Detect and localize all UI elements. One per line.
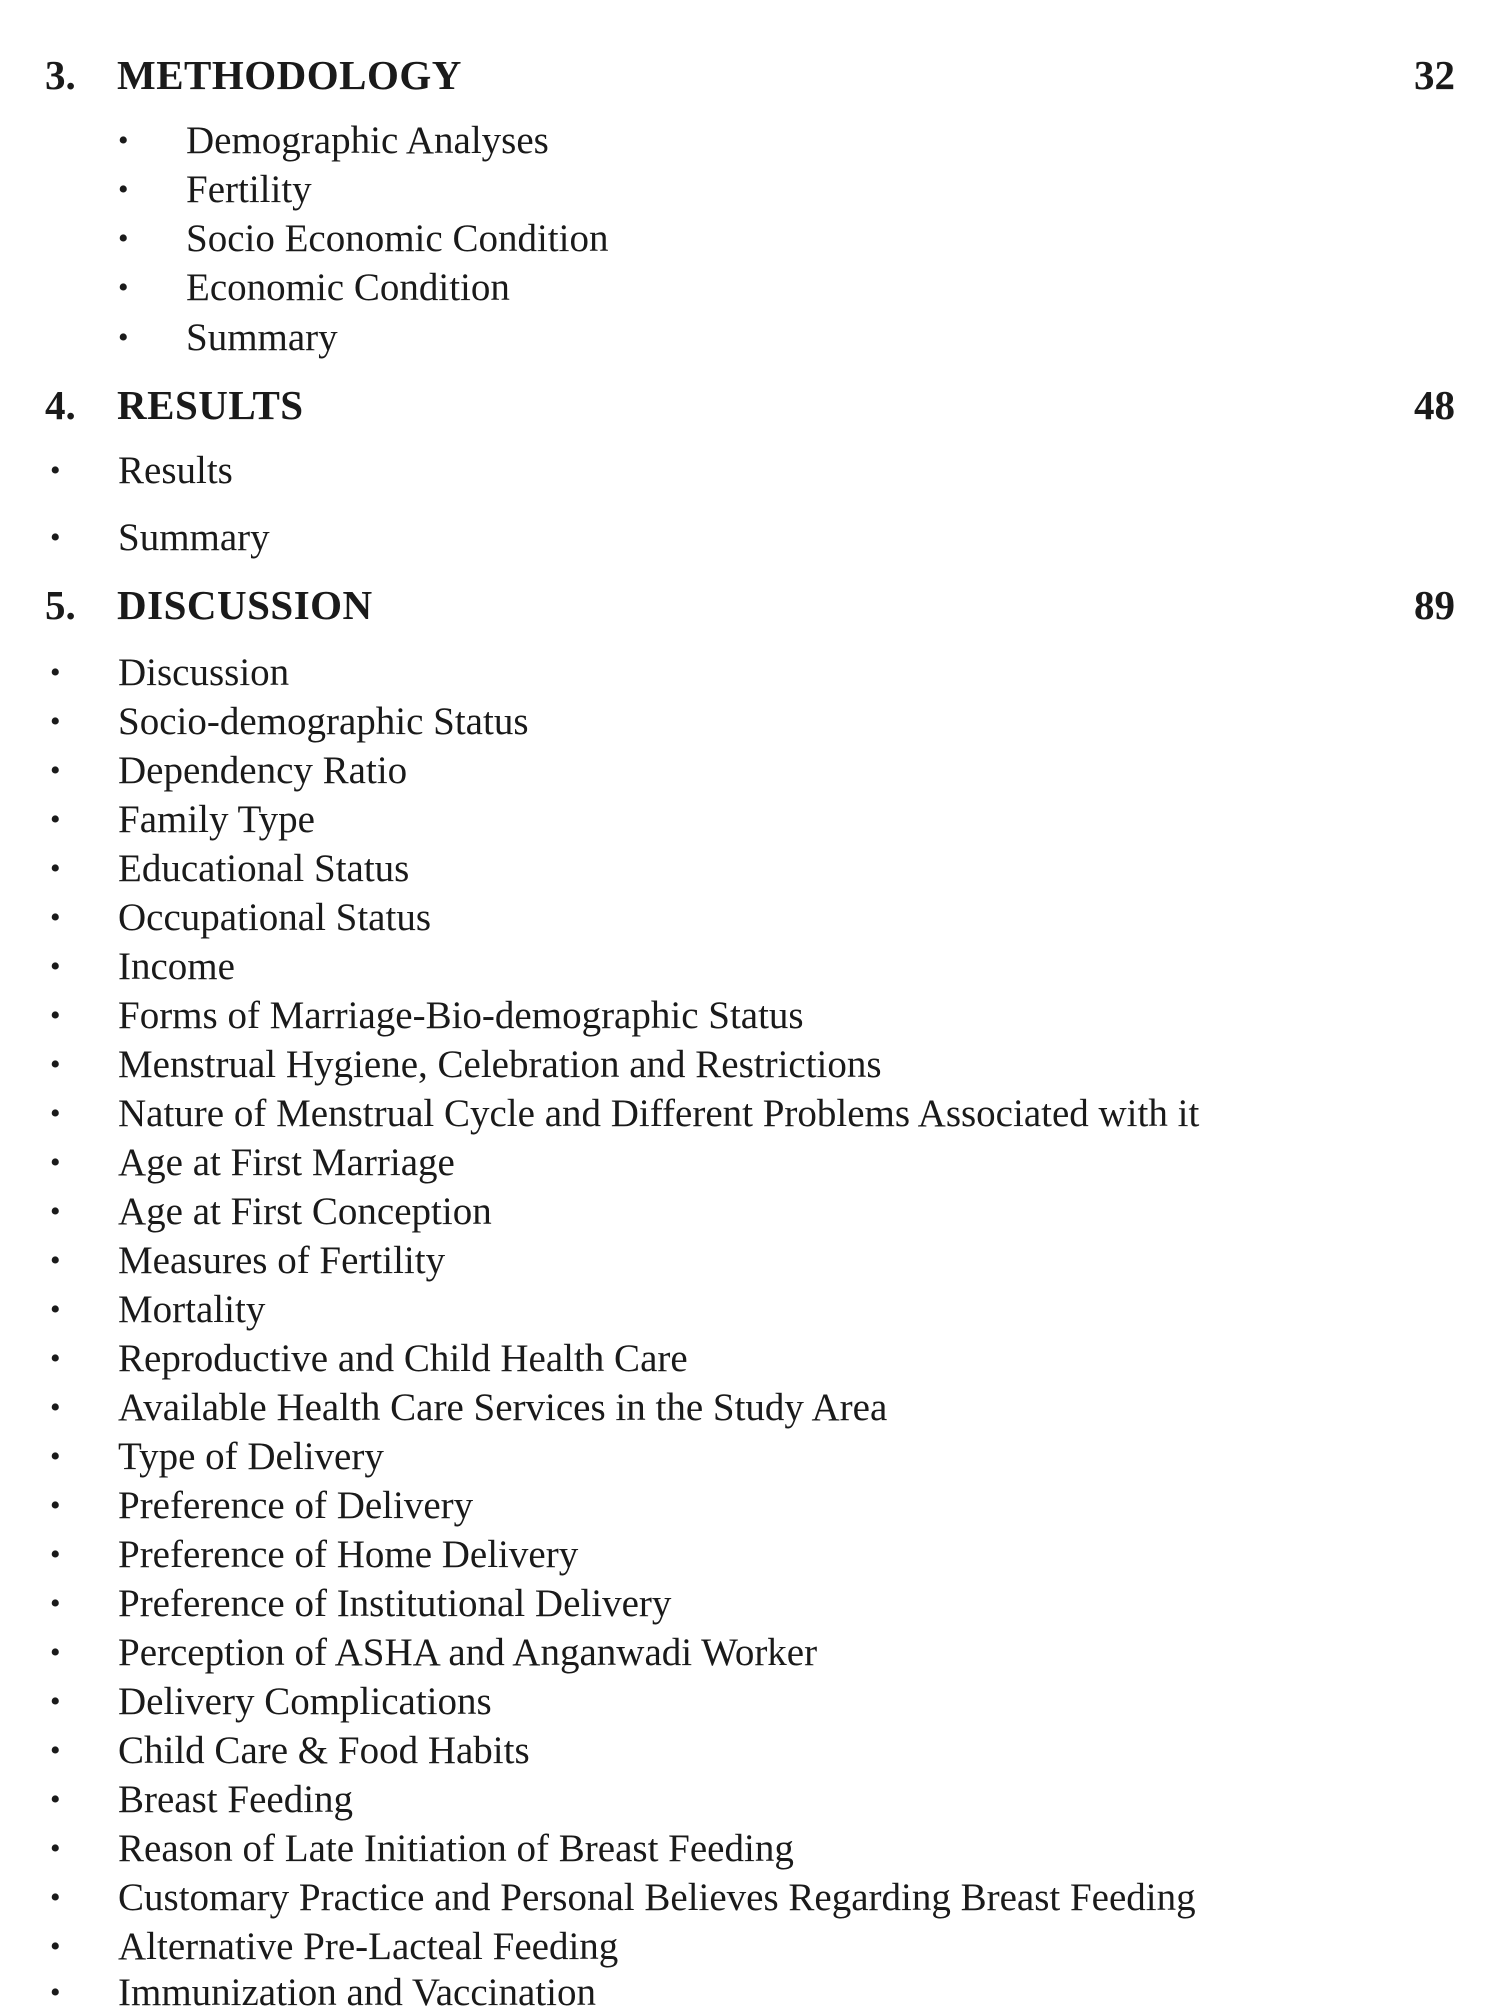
bullet-icon: • <box>50 950 61 983</box>
bullet-icon: • <box>50 521 61 554</box>
chapter-heading-results <box>45 380 1455 430</box>
chapter-title: METHODOLOGY <box>117 52 462 98</box>
bullet-icon: • <box>50 852 61 885</box>
bullet-icon: • <box>50 803 61 836</box>
bullet-icon: • <box>50 1636 61 1669</box>
bullet-icon: • <box>50 1391 61 1424</box>
bullet-icon: • <box>50 754 61 787</box>
bullet-icon: • <box>50 454 61 487</box>
bullet-icon: • <box>50 1440 61 1473</box>
bullet-icon: • <box>50 1930 61 1963</box>
bullet-icon: • <box>118 222 129 255</box>
bullet-icon: • <box>50 1195 61 1228</box>
chapter-heading-discussion <box>45 580 1455 630</box>
bullet-icon: • <box>50 1783 61 1816</box>
chapter-title: DISCUSSION <box>117 582 373 628</box>
bullet-icon: • <box>118 321 129 354</box>
bullet-icon: • <box>50 1048 61 1081</box>
bullet-icon: • <box>50 1244 61 1277</box>
bullet-icon: • <box>50 1097 61 1130</box>
chapter-page-number: 48 <box>1414 382 1455 428</box>
chapter-number: 4. <box>45 382 76 428</box>
bullet-icon: • <box>118 124 129 157</box>
chapter-number: 5. <box>45 582 76 628</box>
bullet-icon: • <box>50 1342 61 1375</box>
chapter-title: RESULTS <box>117 382 304 428</box>
bullet-icon: • <box>50 1734 61 1767</box>
bullet-icon: • <box>50 901 61 934</box>
bullet-icon: • <box>50 705 61 738</box>
bullet-icon: • <box>50 1685 61 1718</box>
chapter-page-number: 32 <box>1414 52 1455 98</box>
bullet-icon: • <box>50 1976 61 2009</box>
bullet-icon: • <box>118 173 129 206</box>
bullet-icon: • <box>118 271 129 304</box>
bullet-icon: • <box>50 656 61 689</box>
bullet-icon: • <box>50 1146 61 1179</box>
bullet-icon: • <box>50 1293 61 1326</box>
chapter-page-number: 89 <box>1414 582 1455 628</box>
bullet-icon: • <box>50 1832 61 1865</box>
chapter-heading-methodology <box>45 50 1455 100</box>
bullet-icon: • <box>50 1489 61 1522</box>
bullet-icon: • <box>50 1538 61 1571</box>
bullet-icon: • <box>50 999 61 1032</box>
table-of-contents-page: 3. METHODOLOGY 32 • Demographic Analyses • Fertility • Socio Economic Condition • Economic Condition • Summary 4. RESULTS 48 • Results • Summary 5. DISCUSSION 89 • Discussion • Socio-demographic Status • Dependency Ratio • Family Type • Educational Status • Occupational Status • Income • Forms of Marriage-Bio-demographic Status • Menstrual Hygiene, Celebration and Restrictions • Nature of Menstrual Cycle and Different Problems Associated with it • Age at First Marriage • Age at First Conception • Measures of Fertility • Mortality • Reproductive and Child Health Care • Available Health Care Services in the Study Area • Type of Delivery • Preference of Delivery • Preference of Home Delivery • Preference of Institutional Delivery • Perception of ASHA and Anganwadi Worker • Delivery Complications • Child Care & Food Habits • Breast Feeding • Reason of Late Initiation of Breast Feeding • Customary Practice and Personal Believes Regarding Breast Feeding • Alternative Pre-Lacteal Feeding • Immunization and Vaccination <box>45 52 1455 2014</box>
bullet-icon: • <box>50 1587 61 1620</box>
chapter-number: 3. <box>45 52 76 98</box>
bullet-icon: • <box>50 1881 61 1914</box>
